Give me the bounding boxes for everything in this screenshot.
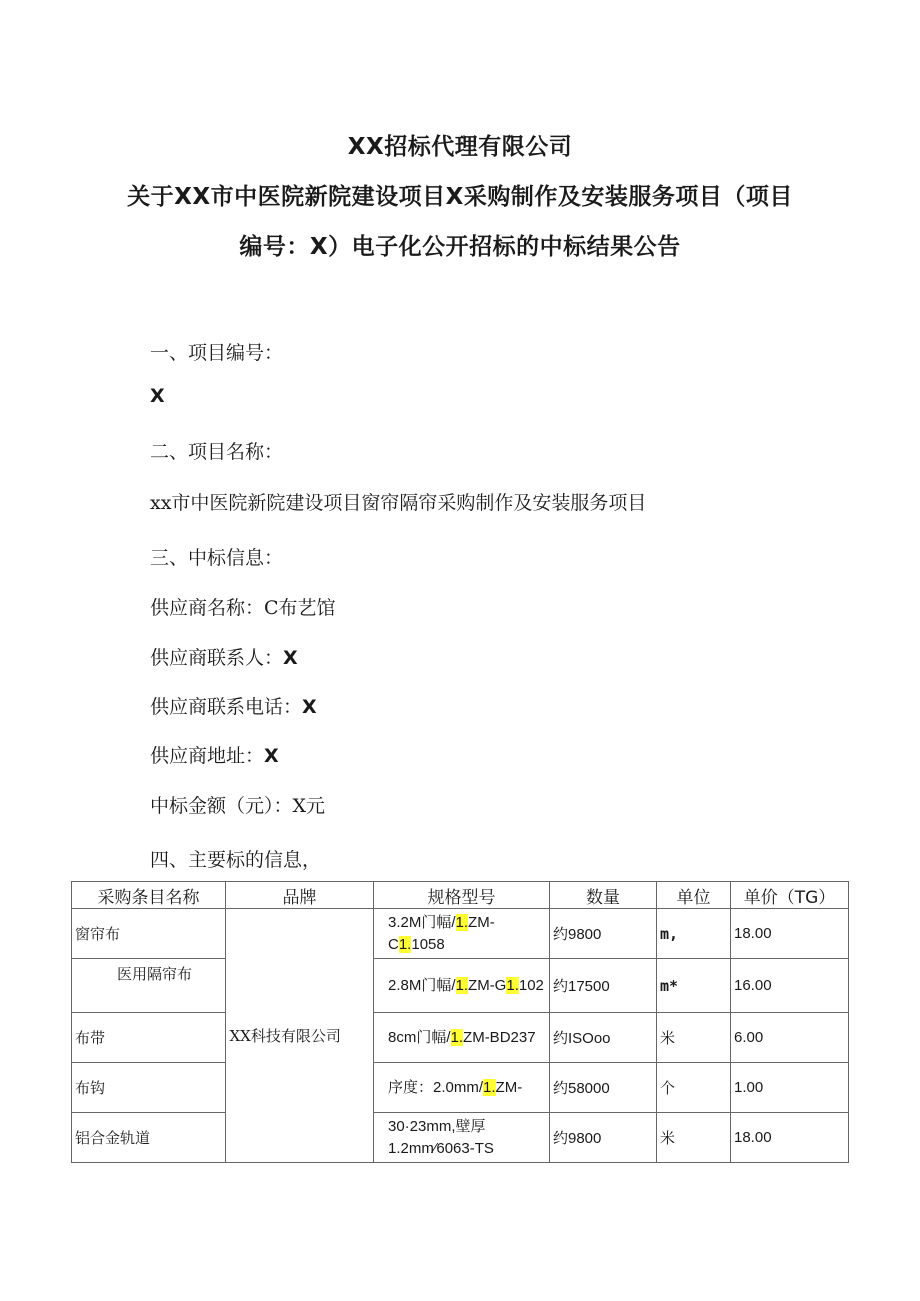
supplier-phone-row	[150, 692, 317, 719]
item-unit: 米	[657, 1113, 731, 1163]
supplier-name-label: 供应商名称：	[150, 597, 265, 619]
award-amount-row	[150, 791, 325, 818]
table-row	[72, 1063, 849, 1113]
doc-title-line2: 关于XX市中医院新院建设项目X采购制作及安装服务项目（项目	[127, 184, 793, 210]
item-name: 医用隔帘布	[72, 959, 226, 1013]
item-qty: 约9800	[550, 1113, 657, 1163]
supplier-name-row	[150, 593, 336, 620]
item-unit: m*	[657, 959, 731, 1013]
item-name: 布带	[72, 1013, 226, 1063]
subject-info-table	[71, 881, 849, 1163]
supplier-address-value: X	[264, 745, 279, 767]
item-spec: 序度：2.0mm/1.ZM-	[374, 1063, 550, 1113]
item-price: 16.00	[731, 959, 849, 1013]
col-header-brand: 品牌	[226, 882, 374, 909]
supplier-phone-label: 供应商联系电话：	[150, 696, 303, 718]
brand-cell	[226, 909, 374, 1163]
supplier-contact-row	[150, 643, 298, 670]
item-spec: 2.8M门幅/1.ZM-G1.102	[374, 959, 550, 1013]
item-name: 窗帘布	[72, 909, 226, 959]
doc-title-company: XX招标代理有限公司	[347, 134, 573, 160]
table-row	[72, 1113, 849, 1163]
supplier-contact-value: X	[283, 647, 298, 669]
item-name: 布钩	[72, 1063, 226, 1113]
doc-title-line3: 编号：X）电子化公开招标的中标结果公告	[239, 234, 681, 260]
section2-heading: 二、项目名称：	[150, 441, 284, 463]
item-qty: 约58000	[550, 1063, 657, 1113]
col-header-unit: 单位	[657, 882, 731, 909]
item-name: 铝合金轨道	[72, 1113, 226, 1163]
item-spec: 8cm门幅/1.ZM-BD237	[374, 1013, 550, 1063]
section3-heading: 三、中标信息：	[150, 547, 284, 569]
item-price: 1.00	[731, 1063, 849, 1113]
item-unit: 米	[657, 1013, 731, 1063]
section1-heading: 一、项目编号：	[150, 342, 284, 364]
item-qty: 约9800	[550, 909, 657, 959]
item-price: 18.00	[731, 909, 849, 959]
supplier-phone-value: X	[302, 696, 317, 718]
section4-heading: 四、主要标的信息，	[150, 849, 322, 871]
award-amount-label: 中标金额（元）：	[150, 795, 293, 817]
col-header-price: 单价（TG）	[731, 882, 849, 909]
project-name-value: xx市中医院新院建设项目窗帘隔帘采购制作及安装服务项目	[150, 492, 647, 514]
award-amount-value: X元	[292, 795, 326, 817]
table-row	[72, 1013, 849, 1063]
col-header-qty: 数量	[550, 882, 657, 909]
item-price: 18.00	[731, 1113, 849, 1163]
project-number-value: X	[150, 385, 165, 407]
item-qty: 约ISOoo	[550, 1013, 657, 1063]
item-spec: 3.2M门幅/1.ZM-C1.1058	[374, 909, 550, 959]
brand-value: XX科技有限公司	[229, 1026, 341, 1045]
supplier-contact-label: 供应商联系人：	[150, 647, 284, 669]
item-unit: 个	[657, 1063, 731, 1113]
col-header-spec: 规格型号	[374, 882, 550, 909]
col-header-item: 采购条目名称	[72, 882, 226, 909]
supplier-address-label: 供应商地址：	[150, 745, 265, 767]
supplier-address-row	[150, 741, 279, 768]
table-header-row	[72, 882, 849, 909]
supplier-name-value: C布艺馆	[264, 597, 336, 619]
item-qty: 约17500	[550, 959, 657, 1013]
item-unit: m,	[657, 909, 731, 959]
table-row	[72, 959, 849, 1013]
table-row	[72, 909, 849, 959]
item-spec: 30·23mm,壁厚1.2mm⁄6063-TS	[374, 1113, 550, 1163]
item-price: 6.00	[731, 1013, 849, 1063]
